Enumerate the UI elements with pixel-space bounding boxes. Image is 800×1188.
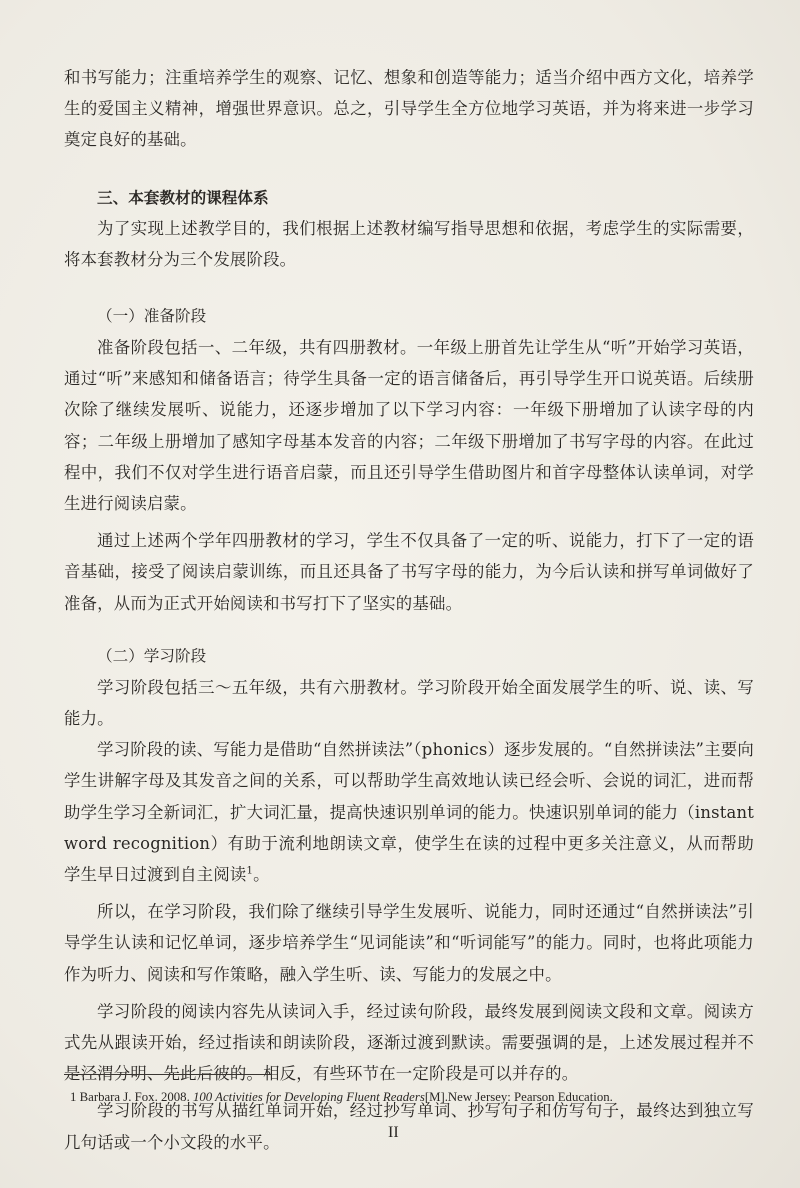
footnote-marker: 1 bbox=[246, 865, 254, 877]
body-text bbox=[64, 62, 754, 1158]
paragraph-1: 和书写能力；注重培养学生的观察、记忆、想象和创造等能力；适当介绍中西方文化，培养学生的爱国主义精神，增强世界意识。总之，引导学生全方位地学习英语，并为将来进一步学习奠定良好的基础。 bbox=[64, 68, 754, 150]
stage-1-heading: （一）准备阶段 bbox=[97, 307, 207, 326]
section-heading: 三、本套教材的课程体系 bbox=[97, 187, 269, 207]
paragraph-5: 学习阶段包括三～五年级，共有六册教材。学习阶段开始全面发展学生的听、说、读、写能力。 bbox=[64, 677, 754, 729]
paragraph-2: 为了实现上述教学目的，我们根据上述教材编写指导思想和依据，考虑学生的实际需要，将本套教材分为三个发展阶段。 bbox=[64, 218, 754, 269]
footnote bbox=[70, 1090, 770, 1105]
paragraph-4: 通过上述两个学年四册教材的学习，学生不仅具备了一定的听、说能力，打下了一定的语音基础，接受了阅读启蒙训练，而且还具备了书写字母的能力，为今后认读和拼写单词做好了准备，从而为正式开始阅读和书写打下了坚实的基础。 bbox=[64, 531, 754, 613]
page-number: II bbox=[388, 1124, 399, 1141]
paragraph-7: 所以，在学习阶段，我们除了继续引导学生发展听、说能力，同时还通过“自然拼读法”引导学生认读和记忆单词，逐步培养学生“见词能读”和“听词能写”的能力。同时，也将此项能力作为听力、阅读和写作策略，融入学生听、读、写能力的发展之中。 bbox=[64, 902, 754, 984]
paragraph-6-text: 学习阶段的读、写能力是借助“自然拼读法”（phonics）逐步发展的。“自然拼读法”主要向学生讲解字母及其发音之间的关系，可以帮助学生高效地认读已经会听、会说的词汇，进而帮助学生学习全新词汇，扩大词汇量，提高快速识别单词的能力。快速识别单词的能力（instant word recognition）有助于流利地朗读文章，使学生在读的过程中更多关注意义，从而帮助学生早日过渡到自主阅读 bbox=[64, 740, 754, 885]
footnote-divider bbox=[64, 1074, 272, 1075]
paragraph-6 bbox=[64, 734, 754, 890]
footnote-suffix: [M].New Jersey: Pearson Education. bbox=[424, 1090, 613, 1104]
paragraph-9: 学习阶段的书写从描红单词开始，经过抄写单词、抄写句子和仿写句子，最终达到独立写几句话或一个小文段的水平。 bbox=[64, 1101, 754, 1152]
footnote-prefix: 1 Barbara J. Fox. 2008. bbox=[70, 1090, 193, 1104]
paragraph-3: 准备阶段包括一、二年级，共有四册教材。一年级上册首先让学生从“听”开始学习英语，通过“听”来感知和储备语言；待学生具备一定的语言储备后，再引导学生开口说英语。后续册次除了继续发展听、说能力，还逐步增加了以下学习内容：一年级下册增加了认读字母的内容；二年级上册增加了感知字母基本发音的内容；二年级下册增加了书写字母的内容。在此过程中，我们不仅对学生进行语音启蒙，而且还引导学生借助图片和首字母整体认读单词，对学生进行阅读启蒙。 bbox=[64, 338, 754, 514]
paragraph-6-end: 。 bbox=[253, 865, 270, 885]
stage-2-heading: （二）学习阶段 bbox=[97, 646, 207, 665]
footnote-title: 100 Activities for Developing Fluent Readers bbox=[192, 1090, 425, 1104]
paragraph-8: 学习阶段的阅读内容先从读词入手，经过读句阶段，最终发展到阅读文段和文章。阅读方式先从跟读开始，经过指读和朗读阶段，逐渐过渡到默读。需要强调的是，上述发展过程并不是泾渭分明、先此后彼的。相反，有些环节在一定阶段是可以并存的。 bbox=[64, 1001, 754, 1084]
